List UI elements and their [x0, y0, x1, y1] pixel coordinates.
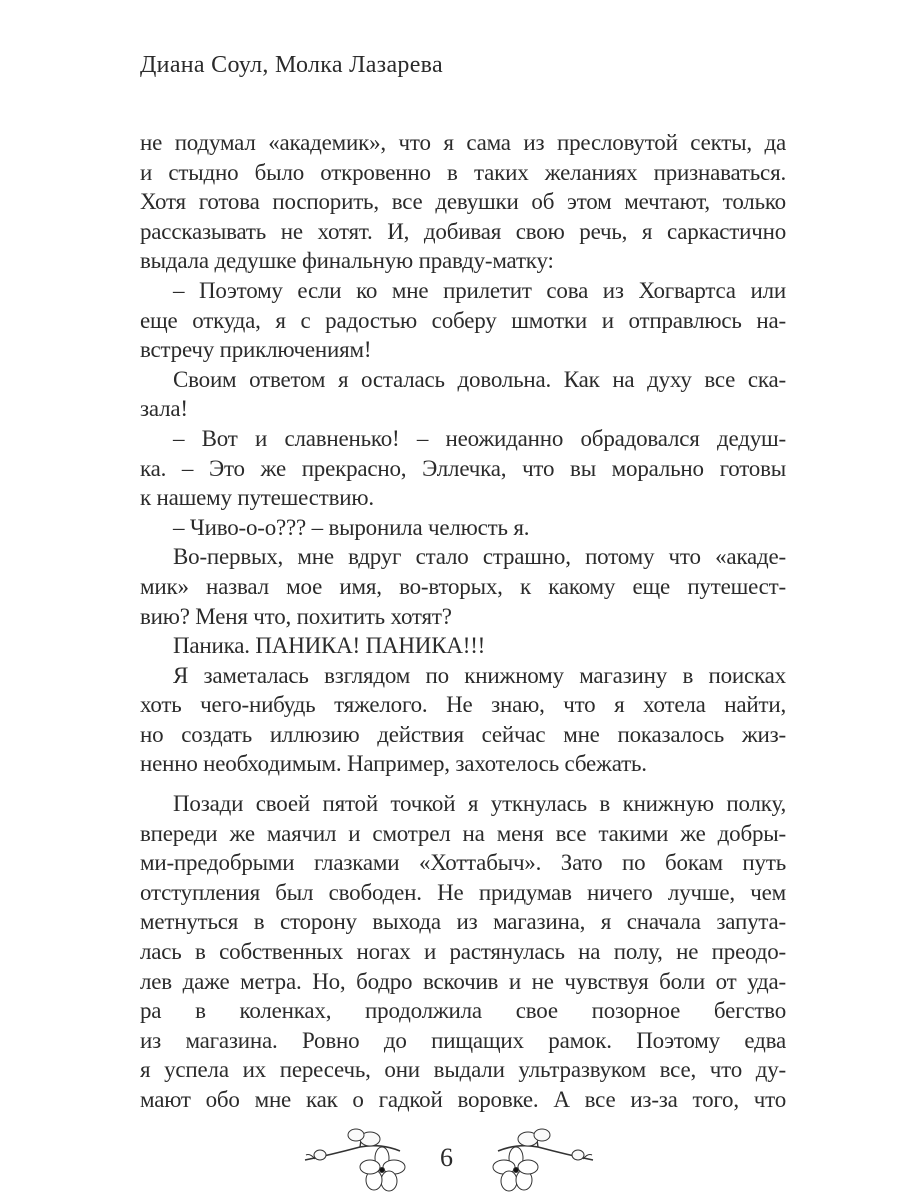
page-footer [0, 1125, 900, 1195]
text-line: Своим ответом я осталась довольна. Как на духу все ска- [173, 366, 786, 392]
text-line: – Вот и славненько! – неожиданно обрадовался дедуш- [173, 425, 786, 451]
running-header: Диана Соул, Молка Лазарева [140, 52, 443, 78]
text-line: из магазина. Ровно до пищащих рамок. Поэтому едва [140, 1027, 786, 1053]
text-line: впереди же маячил и смотрел на меня все такими же добры- [140, 820, 786, 846]
text-line: – Поэтому если ко мне прилетит сова из Хогвартса или [173, 277, 786, 303]
text-line: мик» назвал мое имя, во-вторых, к какому еще путешест- [140, 573, 786, 599]
paragraph [140, 513, 786, 543]
page-number: 6 [440, 1143, 453, 1172]
blossom-branch-icon [300, 1125, 420, 1195]
text-line: не подумал «академик», что я сама из пресловутой секты, да [140, 130, 786, 155]
paragraph [140, 789, 786, 1115]
text-line: ра в коленках, продолжила свое позорное бегство [140, 998, 786, 1024]
text-line: Во-первых, мне вдруг стало страшно, потому что «акаде- [173, 544, 786, 570]
blossom-branch-icon [478, 1125, 598, 1195]
text-line: Хотя готова поспорить, все девушки об этом мечтают, только [140, 189, 786, 215]
text-line: но создать иллюзию действия сейчас мне показалось жиз- [140, 721, 786, 747]
text-line: вию? Меня что, похитить хотят? [140, 603, 452, 629]
text-line: я успела их пересечь, они выдали ультразвуком все, что ду- [140, 1057, 786, 1083]
paragraph [140, 631, 786, 661]
text-line: к нашему путешествию. [140, 485, 374, 511]
paragraph [140, 276, 786, 365]
text-line: еще откуда, я с радостью соберу шмотки и отправлюсь на- [140, 307, 786, 333]
text-line: – Чиво-о-о??? – выронила челюсть я. [173, 514, 530, 540]
text-line: мают обо мне как о гадкой воровке. А все из-за того, что [140, 1087, 786, 1112]
text-line: метнуться в сторону выхода из магазина, я сначала запута- [140, 909, 786, 935]
text-line: ми-предобрыми глазками «Хоттабыч». Зато по бокам путь [140, 850, 786, 876]
text-line: лев даже метра. Но, бодро вскочив и не чувствуя боли от уда- [140, 968, 786, 994]
paragraph [140, 128, 786, 276]
text-line: встречу приключениям! [140, 337, 372, 363]
text-line: ненно необходимым. Например, захотелось сбежать. [140, 751, 647, 777]
text-line: рассказывать не хотят. И, добивая свою речь, я саркастично [140, 218, 786, 244]
text-line: хоть чего-нибудь тяжелого. Не знаю, что я хотела найти, [140, 692, 786, 718]
paragraph [140, 542, 786, 631]
text-line: Паника. ПАНИКА! ПАНИКА!!! [173, 633, 486, 659]
text-line: выдала дедушке финальную правду-матку: [140, 248, 554, 274]
text-line: лась в собственных ногах и растянулась на полу, не преодо- [140, 939, 786, 965]
text-line: и стыдно было откровенно в таких желаниях признаваться. [140, 159, 786, 185]
paragraph [140, 365, 786, 424]
text-line: Позади своей пятой точкой я уткнулась в книжную полку, [173, 791, 786, 817]
text-line: Я заметалась взглядом по книжному магазину в поисках [173, 662, 786, 688]
page-body-text [140, 128, 786, 1115]
text-line: зала! [140, 396, 188, 422]
paragraph [140, 424, 786, 513]
text-line: отступления был свободен. Не придумав ничего лучше, чем [140, 879, 786, 905]
paragraph [140, 661, 786, 779]
text-line: ка. – Это же прекрасно, Эллечка, что вы морально готовы [140, 455, 786, 481]
